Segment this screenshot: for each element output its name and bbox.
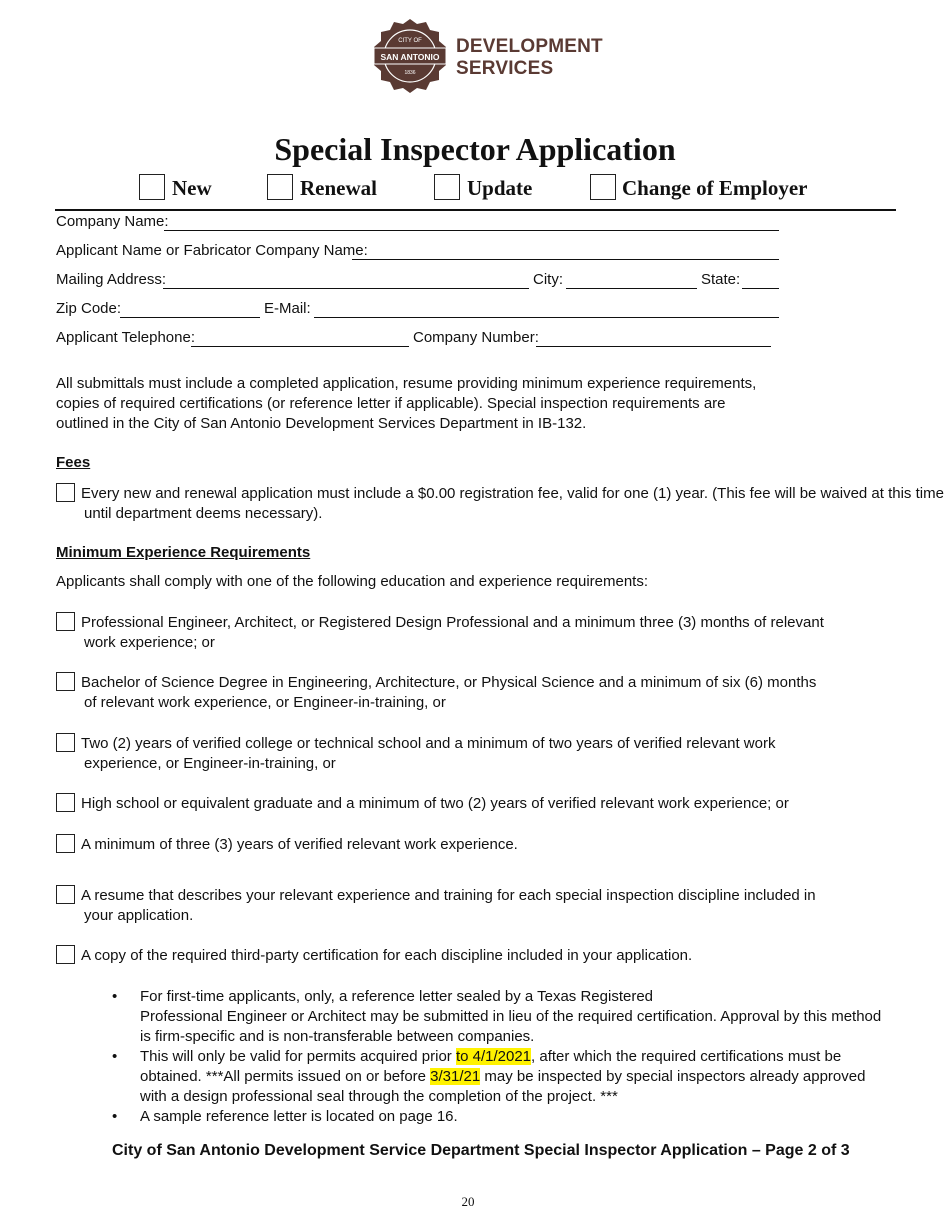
company-name-field[interactable] — [164, 230, 779, 231]
label-update: Update — [467, 176, 533, 200]
exp-checkbox-4[interactable] — [56, 793, 75, 812]
city-field[interactable] — [566, 288, 697, 289]
exp-text-5: A minimum of three (3) years of verified relevant work experience. — [81, 836, 518, 853]
exp-checkbox-2[interactable] — [56, 672, 75, 691]
resume-text-line2: your application. — [84, 907, 194, 924]
page-title: Special Inspector Application — [274, 131, 676, 167]
checkbox-new[interactable] — [139, 174, 165, 200]
note-1-line1: For first-time applicants, only, a reference letter sealed by a Texas Registered — [140, 988, 654, 1005]
seal-name-text: SAN ANTONIO — [380, 52, 440, 62]
email-label: E-Mail: — [264, 300, 311, 317]
fees-text — [81, 484, 944, 524]
highlight-date-1: to 4/1/2021 — [455, 1048, 532, 1065]
applicant-telephone-label: Applicant Telephone: — [56, 329, 195, 346]
state-field[interactable] — [742, 288, 779, 289]
exp-checkbox-3[interactable] — [56, 733, 75, 752]
brand-line-1: DEVELOPMENT — [456, 36, 603, 57]
exp-text-2 — [81, 673, 816, 713]
seal-city-text: CITY OF — [398, 38, 422, 44]
applicant-telephone-field[interactable] — [191, 346, 409, 347]
applicant-name-field[interactable] — [352, 259, 779, 260]
exp-text-3 — [81, 734, 775, 774]
checkbox-change-of-employer[interactable] — [590, 174, 616, 200]
exp-text-3-line2: experience, or Engineer-in-training, or — [84, 755, 336, 772]
note-1-rest: Professional Engineer or Architect may be submitted in lieu of the required certification. Approval by this method is firm-specific and is non-transferable between companies. — [140, 1008, 882, 1045]
note-2-mid: , after which the required certifications must be obtained. ***All permits issued on or before — [140, 1048, 842, 1085]
resume-text-line1: A resume that describes your relevant experience and training for each special inspection discipline included in — [81, 887, 816, 904]
city-label: City: — [533, 271, 563, 288]
fees-text-line2: until department deems necessary). — [84, 505, 323, 522]
exp-checkbox-5[interactable] — [56, 834, 75, 853]
email-field[interactable] — [314, 317, 779, 318]
note-item-2 — [112, 1047, 892, 1107]
exp-text-1-line2: work experience; or — [84, 634, 215, 651]
fees-heading: Fees — [56, 454, 91, 471]
certification-checkbox[interactable] — [56, 945, 75, 964]
brand-text — [456, 36, 603, 80]
note-2-pre: This will only be valid for permits acquired prior — [140, 1048, 456, 1065]
note-2-post: may be inspected by special inspectors already approved with a design professional seal through the completion of the project. *** — [140, 1068, 866, 1105]
exp-text-2-line2: of relevant work experience, or Engineer-in-training, or — [84, 694, 446, 711]
brand-line-2: SERVICES — [456, 58, 554, 79]
mailing-address-label: Mailing Address: — [56, 271, 167, 288]
zip-code-field[interactable] — [120, 317, 260, 318]
notes-list — [112, 987, 892, 1127]
exp-text-1-line1: Professional Engineer, Architect, or Registered Design Professional and a minimum three (3) months of relevant — [81, 614, 824, 631]
resume-checkbox[interactable] — [56, 885, 75, 904]
mailing-address-field[interactable] — [163, 288, 529, 289]
highlight-date-2: 3/31/21 — [430, 1068, 481, 1085]
fees-text-line1: Every new and renewal application must include a $0.00 registration fee, valid for one (1) year. (This fee will be waived at this time — [81, 485, 944, 502]
zip-code-label: Zip Code: — [56, 300, 122, 317]
min-exp-intro: Applicants shall comply with one of the following education and experience requirements: — [56, 573, 649, 590]
section-divider — [55, 209, 896, 211]
label-new: New — [172, 176, 212, 200]
min-exp-heading: Minimum Experience Requirements — [56, 544, 311, 561]
checkbox-renewal[interactable] — [267, 174, 293, 200]
company-number-field[interactable] — [536, 346, 771, 347]
intro-paragraph: All submittals must include a completed application, resume providing minimum experience requirements, copies of required certifications (or reference letter if applicable). Special inspection requirements are outlined in the City of San Antonio Development Services Department in IB-132. — [56, 375, 757, 432]
exp-text-3-line1: Two (2) years of verified college or technical school and a minimum of two years of verified relevant work — [81, 735, 776, 752]
exp-text-1 — [81, 613, 824, 653]
note-item-3: • A sample reference letter is located on page 16. — [112, 1107, 892, 1127]
seal-year-text: 1836 — [404, 70, 416, 76]
fees-checkbox[interactable] — [56, 483, 75, 502]
city-seal-logo — [372, 18, 448, 94]
applicant-name-label: Applicant Name or Fabricator Company Name: — [56, 242, 368, 259]
state-label: State: — [701, 271, 741, 288]
exp-text-4: High school or equivalent graduate and a minimum of two (2) years of verified relevant work experience; or — [81, 795, 789, 812]
resume-text — [81, 886, 816, 926]
exp-checkbox-1[interactable] — [56, 612, 75, 631]
page-number: 20 — [461, 1194, 475, 1209]
label-renewal: Renewal — [300, 176, 377, 200]
exp-text-2-line1: Bachelor of Science Degree in Engineering, Architecture, or Physical Science and a minimum of six (6) months — [81, 674, 817, 691]
certification-text: A copy of the required third-party certification for each discipline included in your application. — [81, 947, 693, 964]
company-number-label: Company Number: — [413, 329, 539, 346]
note-item-1 — [112, 987, 892, 1047]
checkbox-update[interactable] — [434, 174, 460, 200]
company-name-label: Company Name: — [56, 213, 169, 230]
page-footer: City of San Antonio Development Service Department Special Inspector Application – Page 2 of 3 — [112, 1142, 850, 1159]
label-change-of-employer: Change of Employer — [622, 176, 808, 200]
